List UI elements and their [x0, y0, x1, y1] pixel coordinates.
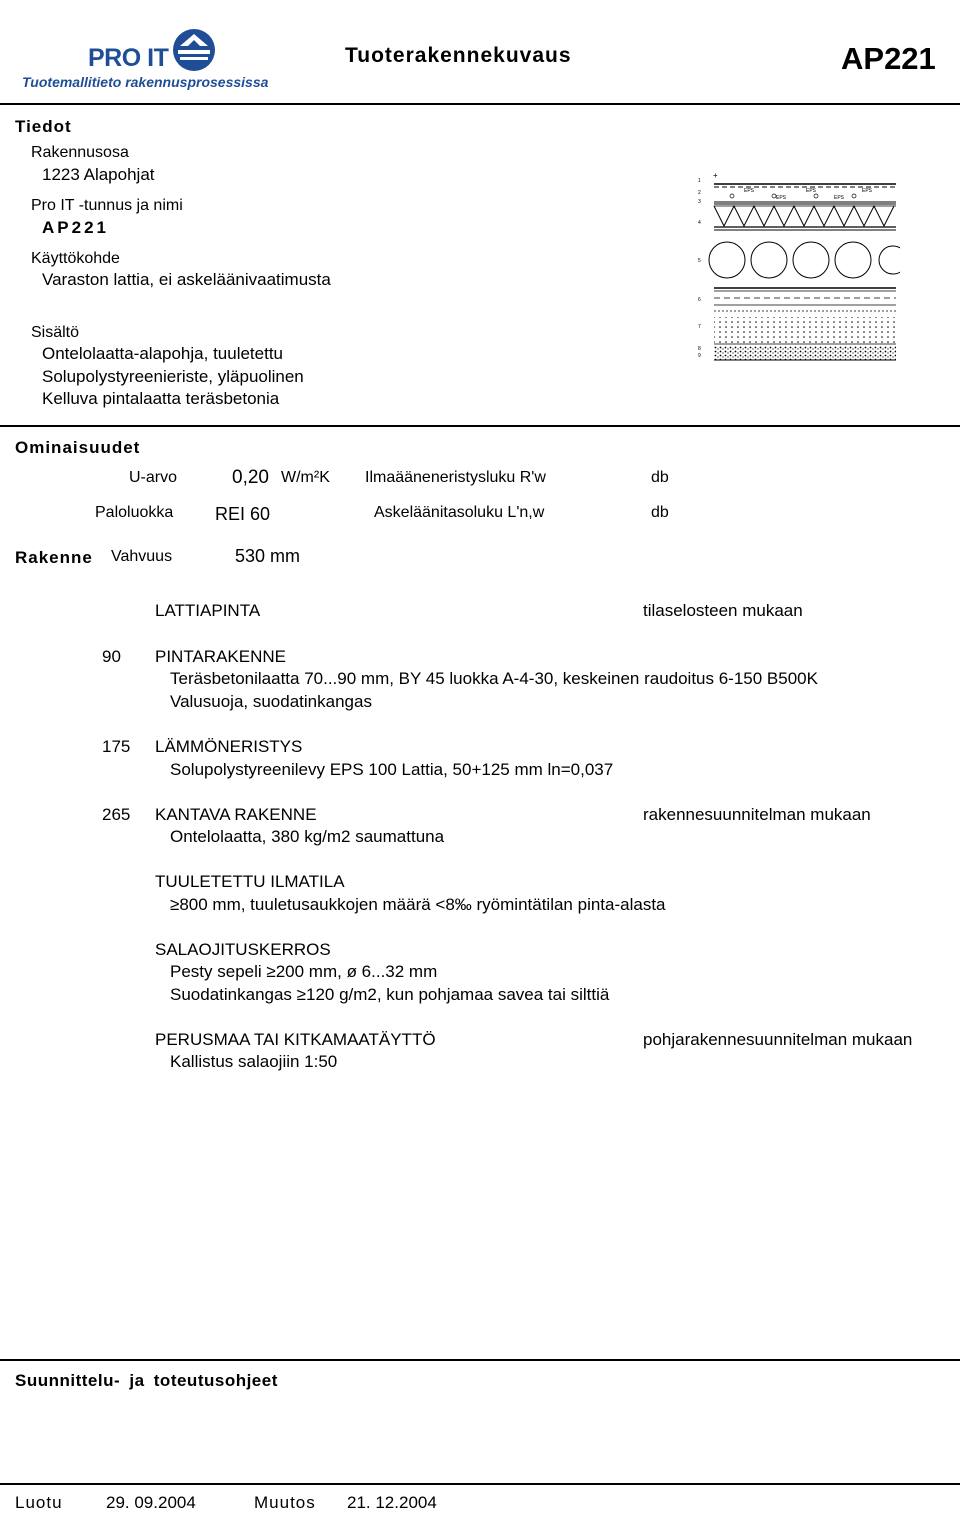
sisalto-label: Sisältö	[31, 324, 80, 341]
logo-text: PRO IT	[88, 44, 169, 72]
footer-divider	[0, 1483, 960, 1485]
kayttokohde-label: Käyttökohde	[31, 250, 120, 267]
slab-labels	[744, 188, 873, 201]
logo-mark-icon	[170, 26, 218, 74]
layer-number: 6	[698, 297, 701, 303]
header-divider	[0, 103, 960, 105]
sisalto-line: Ontelolaatta-alapohja, tuuletettu	[42, 344, 284, 363]
layer-number: 7	[698, 324, 701, 330]
layer-number: 3	[698, 199, 701, 205]
slab-label: EPS	[806, 188, 817, 194]
slab-label: EPS	[776, 195, 787, 201]
muutos-value: 21. 12.2004	[347, 1493, 437, 1512]
layer-number: 1	[698, 178, 701, 184]
ilmaaaneneristys-unit: db	[651, 469, 669, 486]
ominaisuudet-heading: Ominaisuudet	[15, 438, 141, 457]
slab-label: EPS	[862, 188, 873, 194]
sisalto-line: Solupolystyreenieriste, yläpuolinen	[42, 367, 304, 386]
paloluokka-label: Paloluokka	[95, 504, 174, 521]
muutos-label: Muutos	[254, 1493, 316, 1512]
layer-line: Teräsbetonilaatta 70...90 mm, BY 45 luokka A-4-30, keskeinen raudoitus 6-150 B500K	[170, 669, 818, 688]
tunnus-label: Pro IT -tunnus ja nimi	[31, 197, 183, 214]
layer-title: TUULETETTU ILMATILA	[155, 872, 345, 891]
layer-note: rakennesuunnitelman mukaan	[643, 805, 871, 824]
plus-mark: +	[713, 171, 718, 180]
document-title: Tuoterakennekuvaus	[345, 44, 572, 67]
layer-title: LÄMMÖNERISTYS	[155, 737, 303, 756]
logo-tagline: Tuotemallitieto rakennusprosessissa	[22, 74, 269, 90]
layer-note: pohjarakennesuunnitelman mukaan	[643, 1030, 913, 1049]
pro-it-logo	[20, 24, 320, 94]
ohjeet-heading: Suunnittelu- ja toteutusohjeet	[15, 1371, 278, 1390]
layer-line: Pesty sepeli ≥200 mm, ø 6...32 mm	[170, 962, 438, 981]
rakennusosa-label: Rakennusosa	[31, 144, 129, 161]
kayttokohde-value: Varaston lattia, ei askeläänivaatimusta	[42, 270, 331, 289]
layer-line: Suodatinkangas ≥120 g/m2, kun pohjamaa savea tai silttiä	[170, 985, 610, 1004]
layer-number: 9	[698, 353, 701, 359]
layer-line: Ontelolaatta, 380 kg/m2 saumattuna	[170, 827, 445, 846]
u-arvo-label: U-arvo	[129, 469, 178, 486]
askelaani-label: Askeläänitasoluku L'n,w	[374, 504, 545, 521]
rakenne-heading: Rakenne	[15, 548, 93, 567]
layer-title: PINTARAKENNE	[155, 647, 286, 666]
layer-thickness: 175	[102, 737, 131, 756]
paloluokka-value: REI 60	[215, 504, 271, 524]
slab-label: EPS	[744, 188, 755, 194]
tiedot-heading: Tiedot	[15, 117, 72, 136]
layer-line: Valusuoja, suodatinkangas	[170, 692, 372, 711]
rakennusosa-value: 1223 Alapohjat	[42, 165, 155, 184]
layer-title: PERUSMAA TAI KITKAMAATÄYTTÖ	[155, 1030, 436, 1049]
document-code: AP221	[841, 41, 936, 76]
layer-number: 4	[698, 220, 701, 226]
slab-label: EPS	[834, 195, 845, 201]
u-arvo-value: 0,20	[232, 467, 269, 488]
layer-number: 5	[698, 258, 701, 264]
luotu-value: 29. 09.2004	[106, 1493, 196, 1512]
u-arvo-unit: W/m²K	[281, 469, 330, 486]
layer-line: Kallistus salaojiin 1:50	[170, 1052, 338, 1071]
layer-thickness: 265	[102, 805, 131, 824]
askelaani-unit: db	[651, 504, 669, 521]
layer-title: KANTAVA RAKENNE	[155, 805, 317, 824]
ominaisuudet-divider	[0, 425, 960, 427]
cross-section-diagram	[694, 170, 900, 365]
layer-thickness: 90	[102, 647, 121, 666]
layer-line: Solupolystyreenilevy EPS 100 Lattia, 50+125 mm ln=0,037	[170, 760, 614, 779]
ilmaaaneneristys-label: Ilmaääneneristysluku R'w	[365, 469, 546, 486]
vahvuus-value: 530 mm	[235, 546, 301, 566]
ohjeet-divider	[0, 1359, 960, 1361]
luotu-label: Luotu	[15, 1493, 63, 1512]
sisalto-line: Kelluva pintalaatta teräsbetonia	[42, 389, 280, 408]
layer-note: tilaselosteen mukaan	[643, 601, 803, 620]
layer-number: 2	[698, 190, 701, 196]
layer-number: 8	[698, 346, 701, 352]
layer-title: LATTIAPINTA	[155, 601, 261, 620]
layer-line: ≥800 mm, tuuletusaukkojen määrä <8‰ ryömintätilan pinta-alasta	[170, 895, 666, 914]
tunnus-value: AP221	[42, 218, 109, 237]
layer-title: SALAOJITUSKERROS	[155, 940, 331, 959]
vahvuus-label: Vahvuus	[111, 548, 173, 565]
